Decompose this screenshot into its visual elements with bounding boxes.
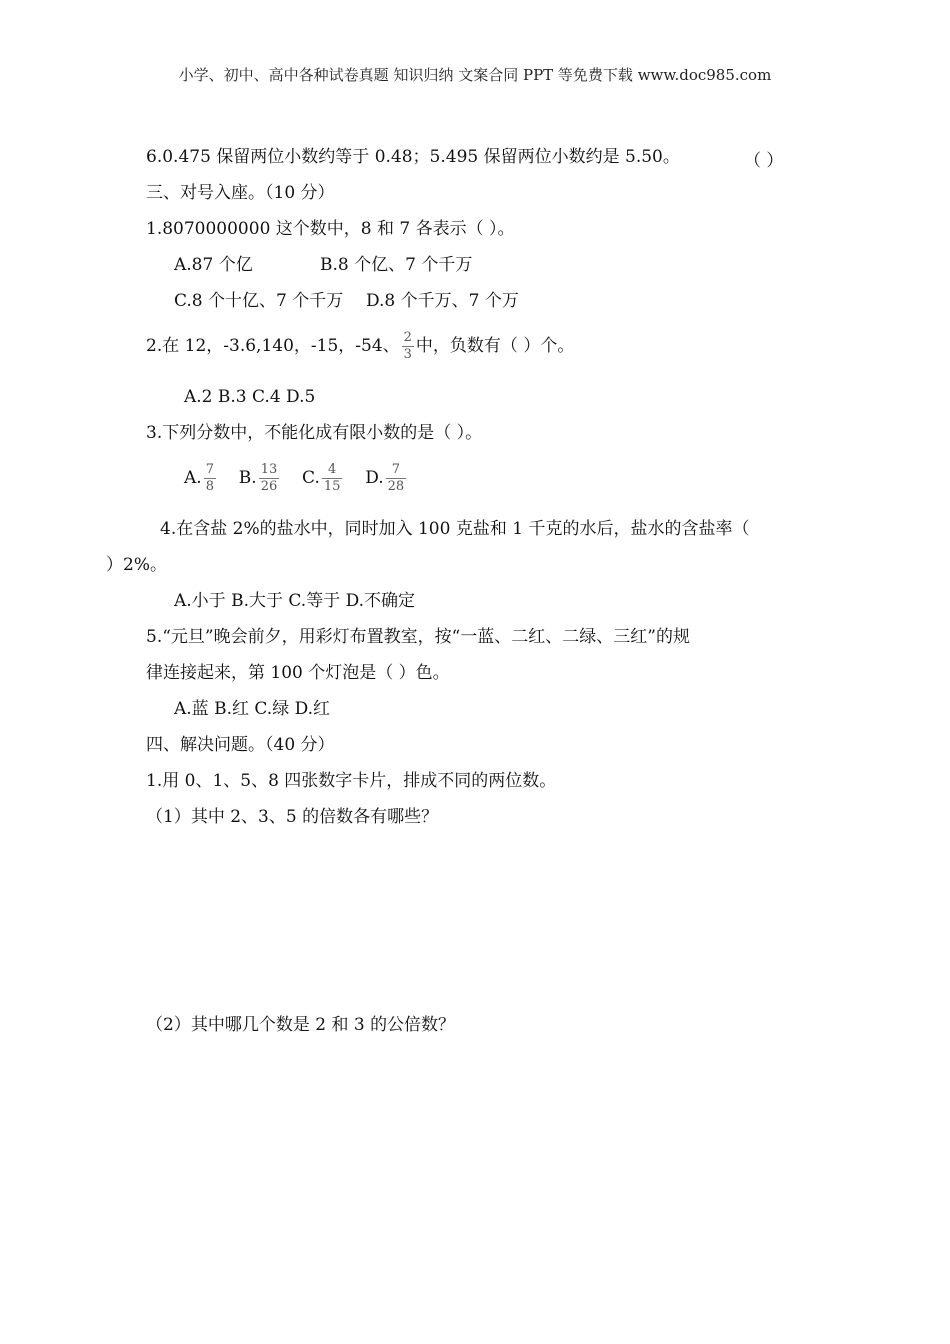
q3-2-stem-part-a: 2.在 12，-3.6,140，-15，-54、: [146, 336, 400, 356]
fraction-option-c: [322, 462, 343, 495]
fraction-option-b: [259, 462, 280, 495]
q3-5-options: A.蓝 B.红 C.绿 D.红: [174, 699, 331, 719]
q3-3-option-b-label: B.: [238, 468, 257, 488]
q3-4-stem-line-2: ）2%。: [106, 555, 167, 575]
fraction-denominator: 3: [403, 347, 412, 362]
q3-1-stem: 1.8070000000 这个数中，8 和 7 各表示（ ）。: [146, 219, 515, 239]
fraction-two-thirds: [402, 330, 414, 363]
fraction-option-d: [386, 462, 407, 495]
q3-2-stem-part-b: 中，负数有（ ）个。: [415, 336, 575, 356]
q3-1-option-b: B.8 个亿、7 个千万: [320, 255, 473, 275]
section-3-title: 三、对号入座。（10 分）: [146, 183, 335, 203]
fraction-numerator: 13: [260, 462, 278, 477]
q3-3-options: [184, 458, 408, 498]
q3-2-options: A.2 B.3 C.4 D.5: [184, 387, 316, 407]
fraction-numerator: 2: [403, 330, 412, 345]
judge-answer-paren: （ ）: [744, 151, 784, 171]
q3-1-option-c: C.8 个十亿、7 个千万: [174, 291, 344, 311]
section-4-title: 四、解决问题。（40 分）: [146, 735, 335, 755]
fraction-numerator: 7: [386, 462, 407, 479]
judge-question-6: 6.0.475 保留两位小数约等于 0.48；5.495 保留两位小数约是 5.50。: [146, 147, 680, 167]
fraction-numerator: 7: [205, 462, 214, 477]
q3-2-stem: [146, 326, 574, 366]
fraction-option-a: [204, 462, 216, 495]
fraction-denominator: 26: [260, 479, 278, 494]
q3-5-stem-line-1: 5.“元旦”晚会前夕，用彩灯布置教室，按“一蓝、二红、二绿、三红”的规: [146, 627, 690, 647]
q3-3-stem: 3.下列分数中，不能化成有限小数的是（ ）。: [146, 423, 483, 443]
fraction-numerator: 4: [322, 462, 343, 479]
q3-3-option-d-label: D.: [365, 468, 384, 488]
q3-3-option-c-label: C.: [302, 468, 320, 488]
q3-3-option-a-label: A.: [184, 468, 202, 488]
q4-1-sub-question-1: （1）其中 2、3、5 的倍数各有哪些？: [146, 807, 439, 827]
q3-1-option-a: A.87 个亿: [174, 255, 253, 275]
fraction-denominator: 8: [205, 479, 214, 494]
q3-5-stem-line-2: 律连接起来，第 100 个灯泡是（ ）色。: [146, 663, 450, 683]
page-header: 小学、初中、高中各种试卷真题 知识归纳 文案合同 PPT 等免费下载 www.doc985.com: [178, 66, 772, 84]
fraction-denominator: 15: [323, 479, 341, 494]
q4-1-stem: 1.用 0、1、5、8 四张数字卡片，排成不同的两位数。: [146, 771, 557, 791]
q4-1-sub-question-2: （2）其中哪几个数是 2 和 3 的公倍数？: [146, 1015, 456, 1035]
q3-4-stem-line-1: 4.在含盐 2%的盐水中，同时加入 100 克盐和 1 千克的水后，盐水的含盐率（: [160, 519, 750, 539]
fraction-denominator: 28: [387, 479, 405, 494]
q3-4-options: A.小于 B.大于 C.等于 D.不确定: [174, 591, 416, 611]
q3-1-option-d: D.8 个千万、7 个万: [366, 291, 519, 311]
